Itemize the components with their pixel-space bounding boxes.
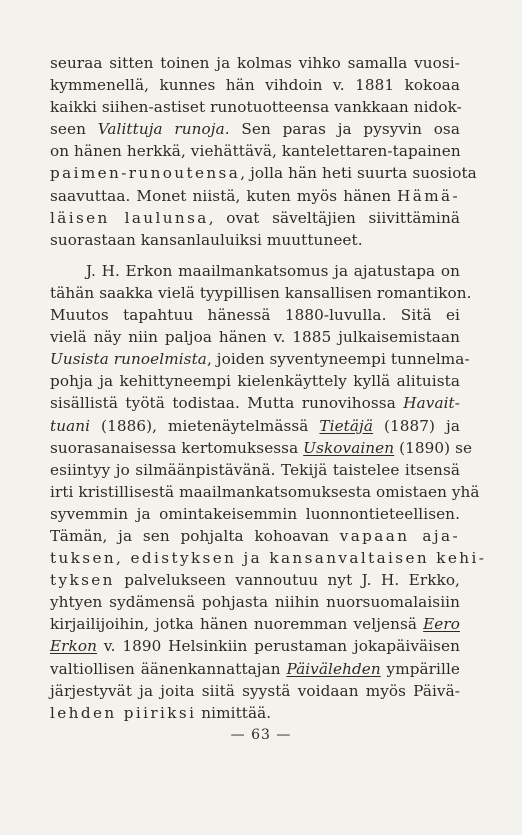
text-line [50,658,460,680]
text-line [50,547,487,569]
text-run: (1890) se [394,438,473,457]
spaced-emphasis: Hämä- [397,186,460,205]
text-line [50,415,460,437]
text-run: Muutos tapahtuu hänessä 1880-luvulla. Sitä ei [50,306,460,325]
text-line [50,459,460,481]
text-run: kaikki siihen-astiset runotuotteensa vankkaan nidok- [50,98,462,117]
text-line [50,229,460,251]
text-line [50,392,460,414]
text-line [50,260,460,282]
text-run: , joiden syventyneempi tunnelma- [206,350,470,369]
text-run: suorastaan kansanlauluiksi muuttuneet. [50,230,363,249]
spaced-emphasis: läisen laulunsa [50,208,209,227]
text-run: tähän saakka vielä tyypillisen kansallisen romantikon. [50,283,472,302]
paragraph-gap [50,251,460,260]
text-run: irti kristillisestä maailmankatsomuksesta omistaen yhä [50,482,480,501]
text-line [50,52,460,74]
paragraph [50,260,487,724]
text-run: seen [50,120,98,139]
text-line [50,370,460,392]
text-run: , jolla hän heti suurta suosiota [240,164,477,183]
text-line [50,282,472,304]
spaced-emphasis: tuksen, edistyksen ja kansanvaltaisen kehi- [50,549,487,568]
text-line [50,140,460,162]
body-text [50,52,487,724]
text-run: nimittää. [196,703,272,722]
italic-title: Uskovainen [303,438,395,457]
spaced-emphasis: vapaan aja- [339,526,460,545]
text-line [50,185,460,207]
text-line [50,162,477,184]
text-run: (1886), mietenäytelmässä [90,416,320,435]
text-line [50,96,460,118]
text-run: suorasanaisessa kertomuksessa [50,438,304,457]
text-line [50,207,460,229]
text-run: , ovat säveltäjien siivittäminä [208,208,460,227]
text-run: yhtyen sydämensä pohjasta niihin nuorsuomalaisiin [50,593,460,612]
spaced-emphasis: tyksen [50,571,115,590]
text-run: sisällistä työtä todistaa. Mutta runovihossa [50,394,404,413]
italic-title: Uusista runoelmista [50,350,207,369]
text-run: esiintyy jo silmäänpistävänä. Tekijä taistelee itsensä [50,460,460,479]
text-line [50,481,480,503]
italic-title: Havait- [403,394,460,413]
text-run: järjestyvät ja joita siitä syystä voidaan myös Päivä- [50,681,460,700]
spaced-emphasis: lehden piiriksi [50,703,197,722]
text-run: vielä näy niin paljoa hänen v. 1885 julkaisemistaan [50,328,460,347]
page-number: — 63 — [230,727,292,743]
paragraph [50,52,477,251]
text-run: saavuttaa. Monet niistä, kuten myös hänen [50,186,398,205]
text-line [50,74,460,96]
text-line [50,613,460,635]
text-run: v. 1890 Helsinkiin perustaman jokapäiväisen [96,637,460,656]
text-run: kirjailijoihin, jotka hänen nuoremman veljensä [50,615,424,634]
text-line [50,304,460,326]
italic-title: Eero [423,615,460,634]
text-run: syvemmin ja omintakeisemmin luonnontieteellisen. [50,504,460,523]
text-run: seuraa sitten toinen ja kolmas vihko samalla vuosi- [50,54,460,72]
text-line [50,503,460,525]
text-run: ympärille [380,659,461,678]
text-run: Tämän, ja sen pohjalta kohoavan [50,526,340,545]
italic-title: Valittuja runoja [97,120,225,139]
italic-title: Päivälehden [286,659,381,678]
text-line [50,635,460,657]
text-run: on hänen herkkä, viehättävä, kantelettaren-tapainen [50,142,461,161]
text-line [50,326,460,348]
italic-title: Tietäjä [319,416,374,435]
text-line [50,680,460,702]
text-line [50,591,460,613]
text-run: . Sen paras ja pysyvin osa [224,120,460,139]
italic-title: tuani [50,416,91,435]
spaced-emphasis: paimen-runoutensa [50,164,241,183]
text-line [50,525,460,547]
text-line [50,118,460,140]
text-run: kymmenellä, kunnes hän vihdoin v. 1881 kokoaa [50,76,460,95]
text-run: valtiollisen äänenkannattajan [50,659,287,678]
italic-title: Erkon [50,637,97,656]
text-run: palvelukseen vannoutuu nyt J. H. Erkko, [114,571,460,590]
text-line [50,437,473,459]
text-run: pohja ja kehittyneempi kielenkäyttely kyllä alituista [50,372,460,391]
text-line [50,348,470,370]
text-line [50,569,460,591]
text-run: J. H. Erkon maailmankatsomus ja ajatustapa on [86,261,460,280]
text-run: (1887) ja [373,416,461,435]
text-line [50,702,460,724]
